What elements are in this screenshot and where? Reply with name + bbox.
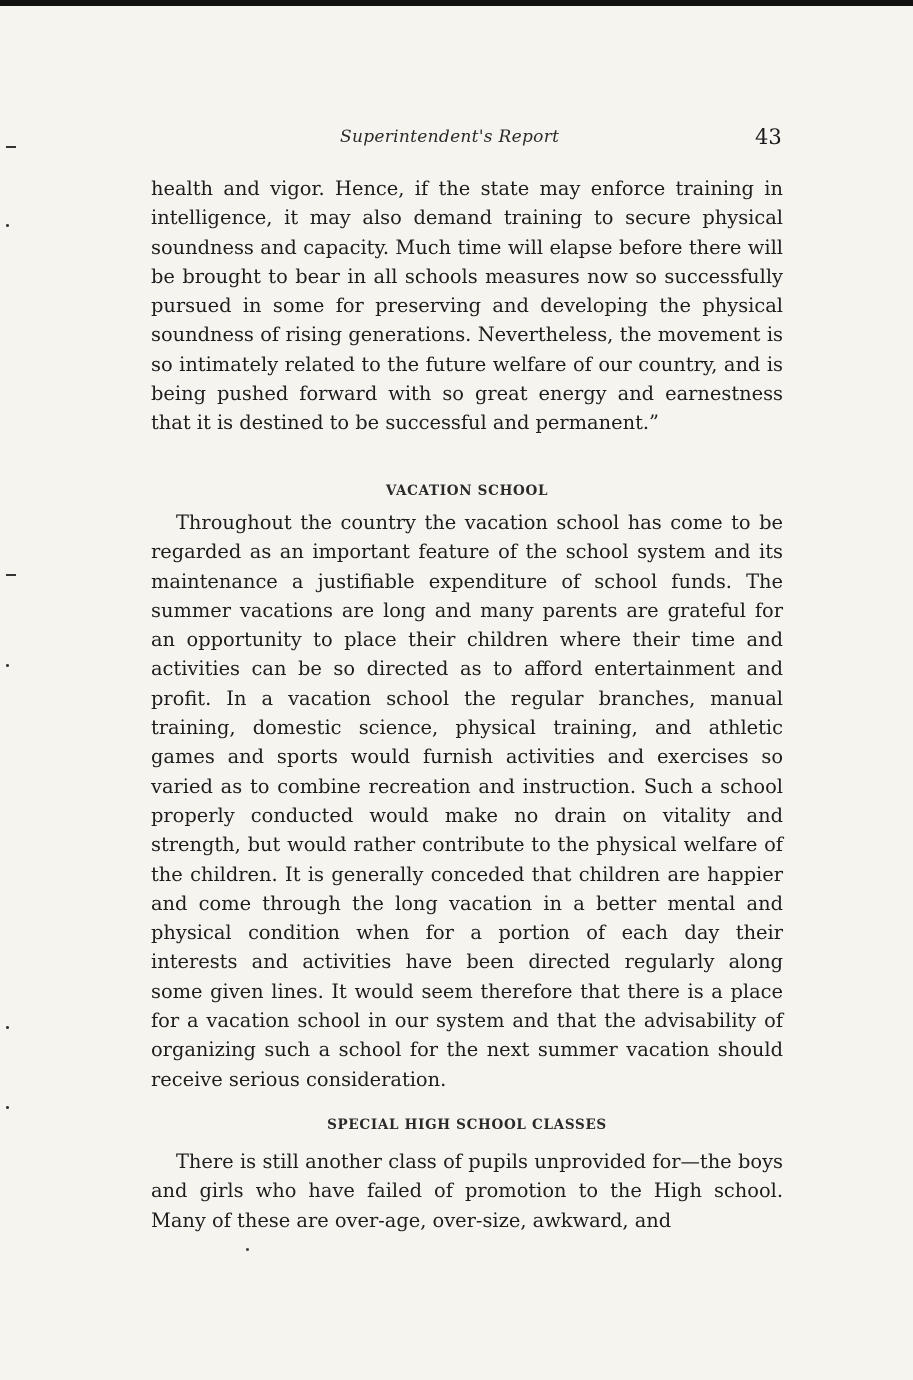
margin-mark <box>6 1106 9 1109</box>
margin-mark <box>6 664 9 667</box>
ink-speck <box>246 1248 249 1251</box>
section-heading-special-high-school-classes: SPECIAL HIGH SCHOOL CLASSES <box>327 1117 607 1133</box>
margin-mark <box>6 224 9 227</box>
vacation-school-paragraph: Throughout the country the vacation school has come to be regarded as an important feature of the school system and its maintenance a justifiable expenditure of school funds. The summer vacations are long and many parents are grateful for an opportunity to place their children where their time and activities can be so directed as to afford entertainment and profit. In a vacation school the regular branches, manual training, domestic science, physical training, and athletic games and sports would furnish activities and exercises so varied as to combine recreation and instruction. Such a school properly conducted would make no drain on vitality and strength, but would rather contribute to the physical welfare of the children. It is generally conceded that children are happier and come through the long vacation in a better mental and physical condition when for a portion of each day their interests and activities have been directed regularly along some given lines. It would seem therefore that there is a place for a vacation school in our system and that the advisability of organizing such a school for the next summer vacation should receive serious consideration. <box>151 511 783 1091</box>
special-classes-paragraph: There is still another class of pupils unprovided for—the boys and girls who have failed of promotion to the High school. Many of these are over-age, over-size, awkward, and <box>151 1150 783 1232</box>
intro-paragraph: health and vigor. Hence, if the state may enforce training in intelligence, it may also demand training to secure physical soundness and capacity. Much time will elapse before there will be brought to bear in all schools measures now so successfully pursued in some for preserving and developing the physical soundness of rising generations. Nevertheless, the movement is so intimately related to the future welfare of our country, and is being pushed forward with so great energy and earnestness that it is destined to be successful and permanent.” <box>151 177 783 435</box>
page-top-edge <box>0 0 913 6</box>
margin-mark <box>6 146 16 148</box>
running-head: Superintendent's Report <box>340 127 560 147</box>
margin-mark <box>6 574 16 576</box>
section-heading-vacation-school: VACATION SCHOOL <box>385 483 549 499</box>
margin-mark <box>6 1026 9 1029</box>
page-number: 43 <box>755 125 782 149</box>
